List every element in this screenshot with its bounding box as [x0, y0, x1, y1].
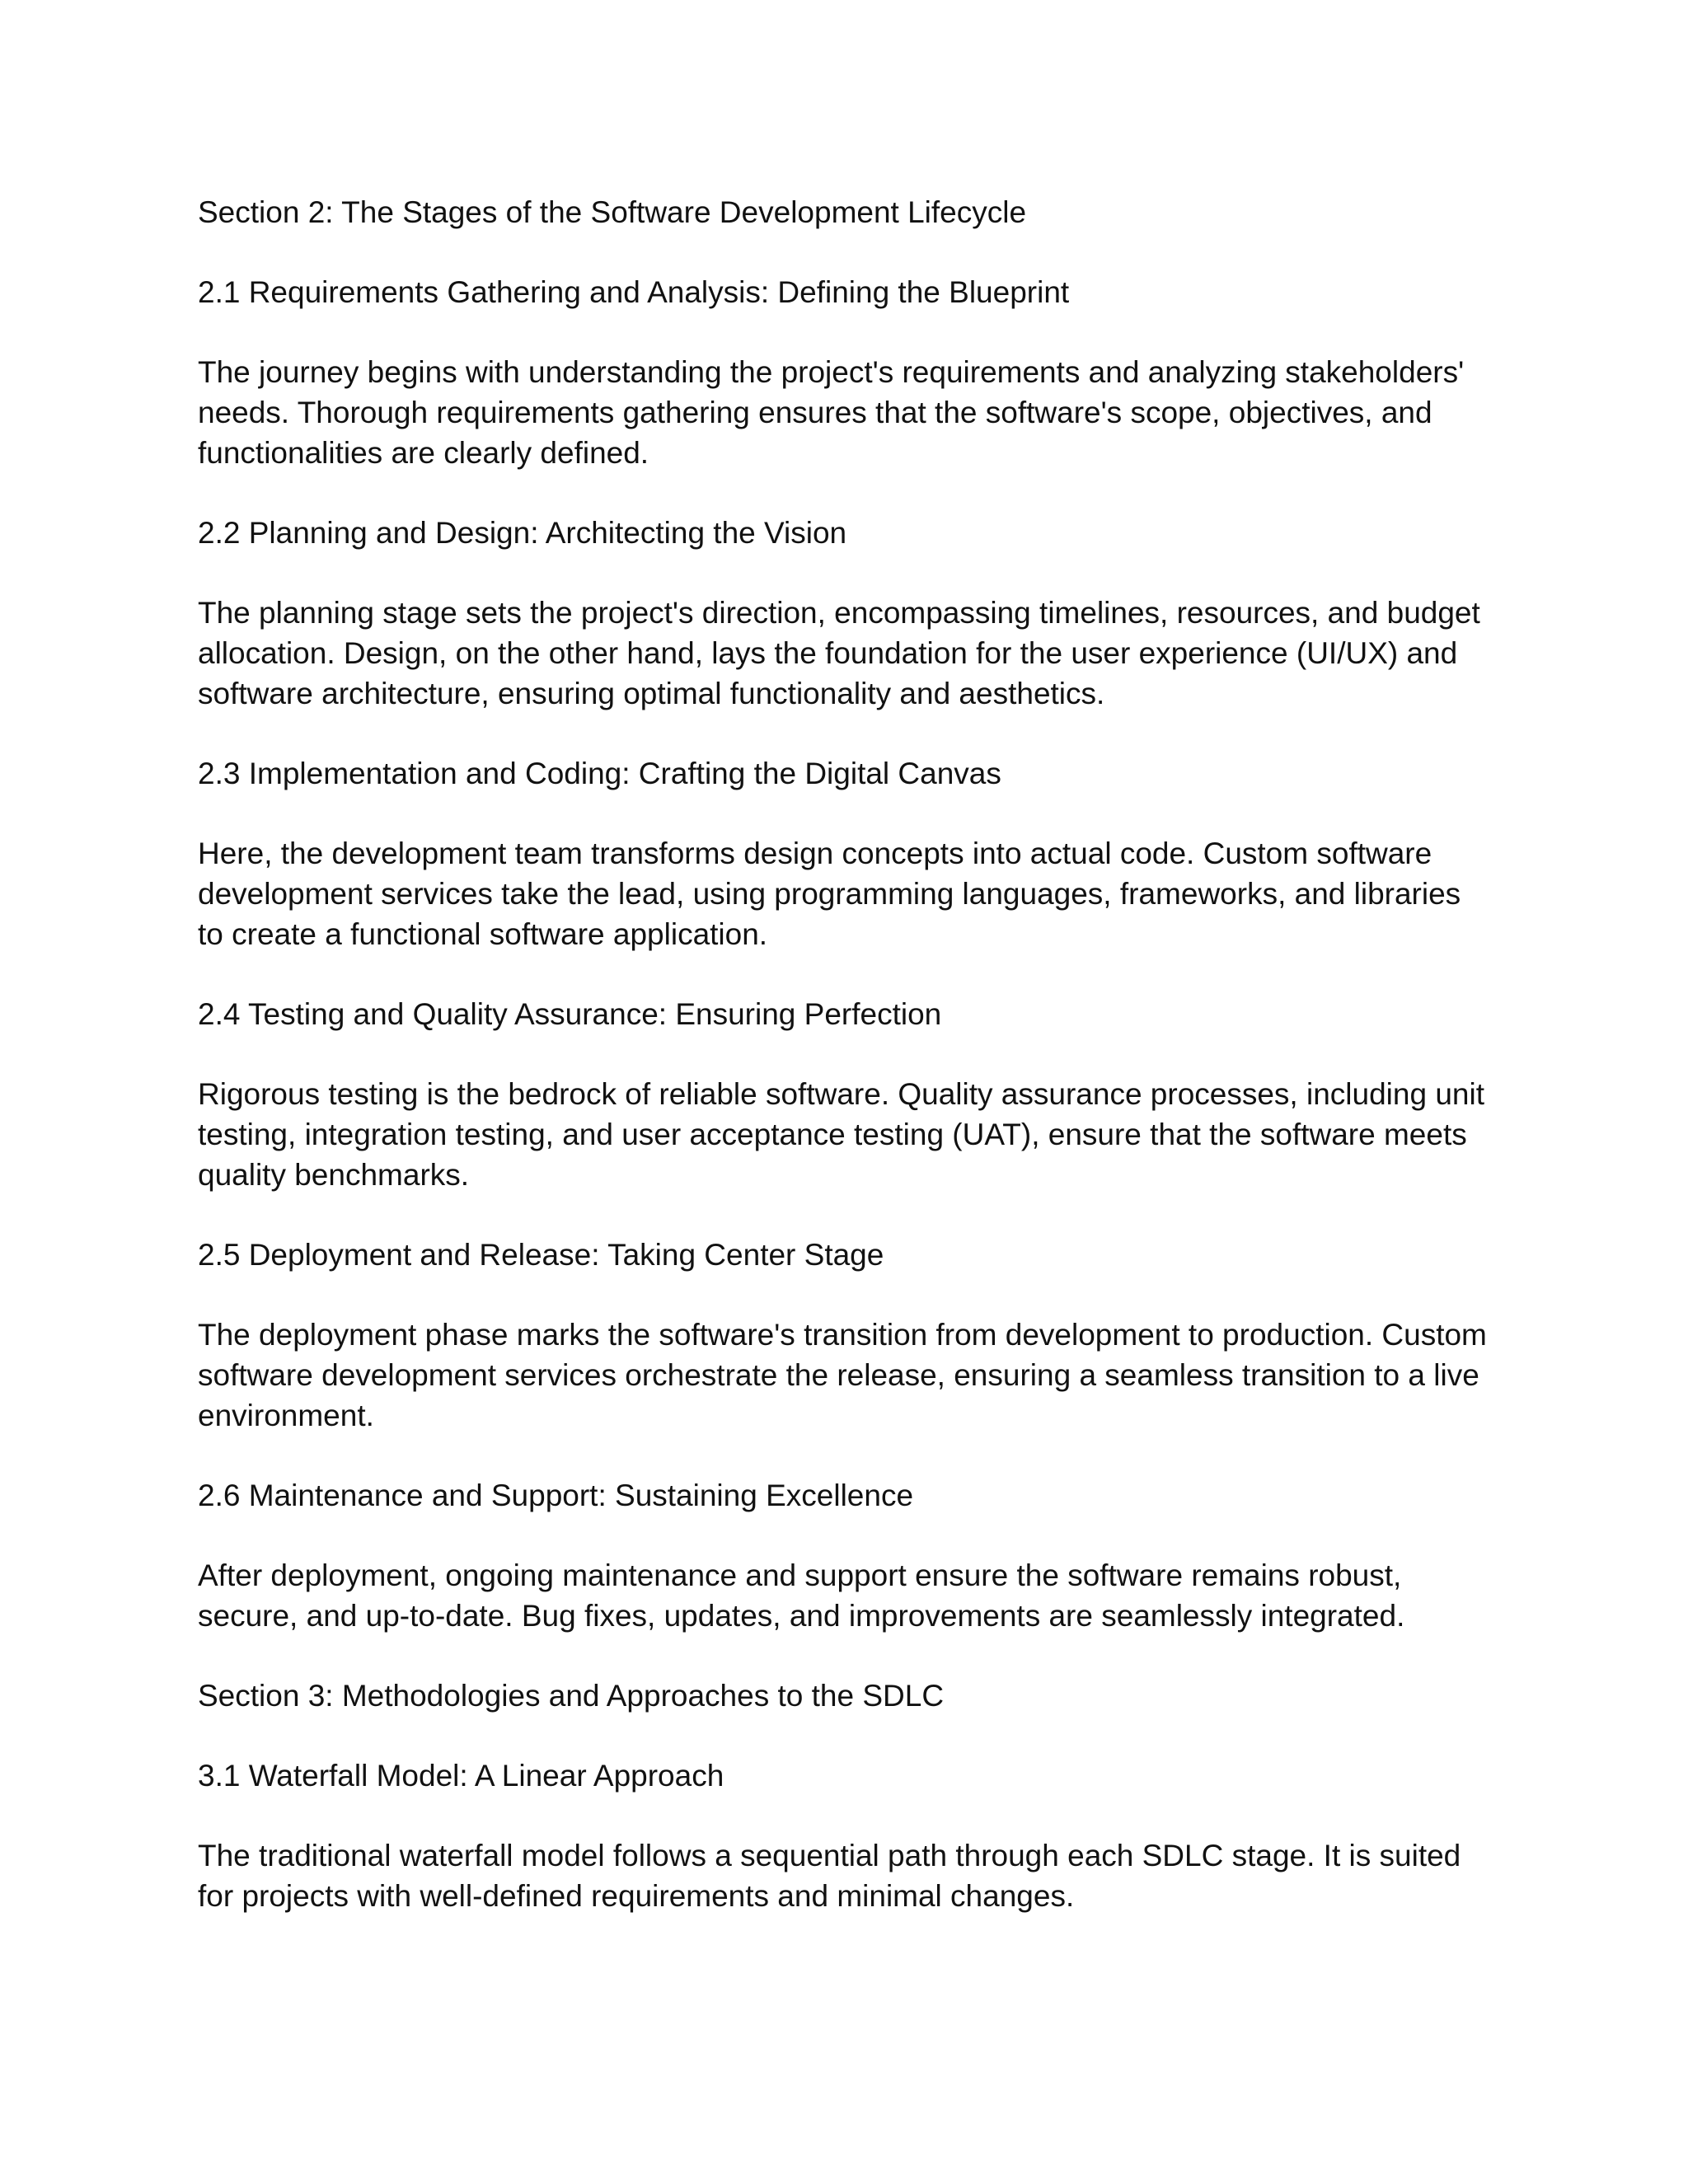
subsection-2-5-heading: 2.5 Deployment and Release: Taking Center Stage	[198, 1238, 884, 1272]
paragraph-2-5: The deployment phase marks the software's transition from development to production. Custom software development services orchestrate the release, ensuring a seamless transition to a live environment.	[198, 1318, 1487, 1432]
paragraph-3-1: The traditional waterfall model follows a sequential path through each SDLC stage. It is suited for projects with well-defined requirements and minimal changes.	[198, 1839, 1461, 1913]
section-3-heading: Section 3: Methodologies and Approaches to the SDLC	[198, 1679, 945, 1713]
paragraph-2-4: Rigorous testing is the bedrock of reliable software. Quality assurance processes, including unit testing, integration testing, and user acceptance testing (UAT), ensure that the software meets quality benchmarks.	[198, 1077, 1484, 1192]
paragraph-2-1: The journey begins with understanding the project's requirements and analyzing stakeholders' needs. Thorough requirements gathering ensures that the software's scope, objectives, and functionalities are clearly defined.	[198, 355, 1465, 470]
subsection-2-6-heading: 2.6 Maintenance and Support: Sustaining Excellence	[198, 1479, 914, 1512]
paragraph-2-3: Here, the development team transforms design concepts into actual code. Custom software development services take the lead, using programming languages, frameworks, and libraries to create a functional software application.	[198, 837, 1461, 951]
subsection-2-4-heading: 2.4 Testing and Quality Assurance: Ensuring Perfection	[198, 997, 942, 1031]
subsection-2-3-heading: 2.3 Implementation and Coding: Crafting the Digital Canvas	[198, 757, 1001, 790]
paragraph-2-6: After deployment, ongoing maintenance and support ensure the software remains robust, secure, and up-to-date. Bug fixes, updates, and improvements are seamlessly integrated.	[198, 1558, 1405, 1633]
section-2-heading: Section 2: The Stages of the Software Development Lifecycle	[198, 195, 1027, 229]
subsection-2-1-heading: 2.1 Requirements Gathering and Analysis: Defining the Blueprint	[198, 275, 1070, 309]
subsection-3-1-heading: 3.1 Waterfall Model: A Linear Approach	[198, 1759, 724, 1793]
subsection-2-2-heading: 2.2 Planning and Design: Architecting the Vision	[198, 516, 847, 550]
paragraph-2-2: The planning stage sets the project's direction, encompassing timelines, resources, and budget allocation. Design, on the other hand, lays the foundation for the user experience (UI/UX) and software architecture, ensuring optimal functionality and aesthetics.	[198, 596, 1480, 710]
